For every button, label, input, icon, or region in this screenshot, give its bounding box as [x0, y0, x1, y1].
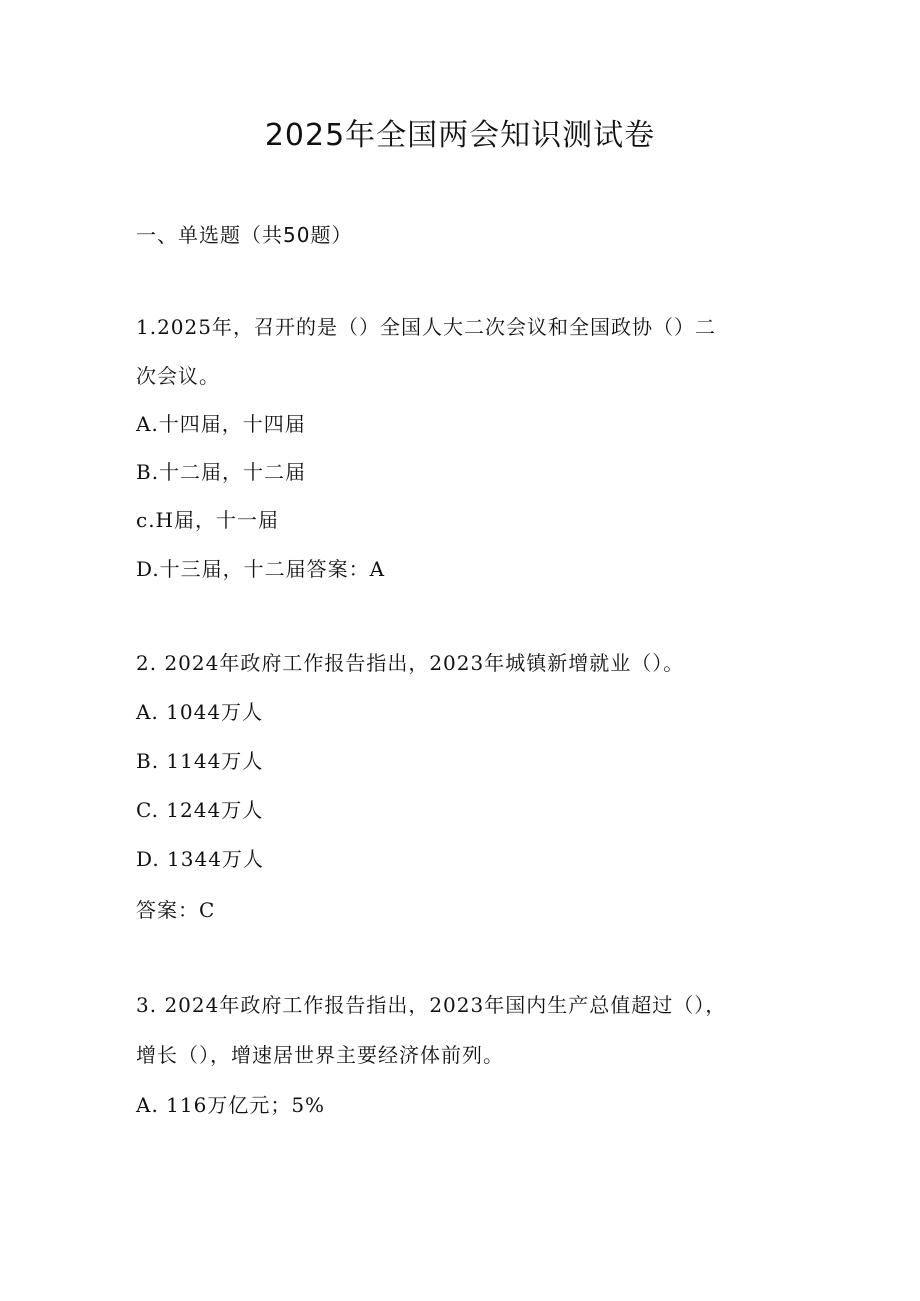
question-1-option-c: c.H届，十一届	[136, 508, 279, 532]
page-title: 2025年全国两会知识测试卷	[264, 118, 656, 153]
question-3-option-a: A. 116万亿元；5%	[136, 1093, 326, 1117]
question-3-stem-line-1: 3. 2024年政府工作报告指出，2023年国内生产总值超过（），	[136, 993, 727, 1017]
question-1-stem-line-1: 1.2025年，召开的是（）全国人大二次会议和全国政协（）二	[136, 315, 716, 339]
question-2-option-b: B. 1144万人	[136, 749, 264, 773]
question-1-option-d-answer: D.十三届，十二届答案：A	[136, 557, 386, 581]
question-1-option-a: A.十四届，十四届	[136, 412, 306, 436]
question-2-option-d: D. 1344万人	[136, 847, 264, 871]
question-2-stem: 2. 2024年政府工作报告指出，2023年城镇新增就业（）。	[136, 651, 685, 675]
question-2-option-c: C. 1244万人	[136, 798, 264, 822]
section-heading: 一、单选题（共50题）	[136, 223, 353, 247]
question-2-answer: 答案：C	[136, 898, 216, 922]
question-1-option-b: B.十二届，十二届	[136, 460, 307, 484]
question-2-option-a: A. 1044万人	[136, 700, 264, 724]
question-1-stem-line-2: 次会议。	[136, 364, 220, 388]
question-3-stem-line-2: 增长（），增速居世界主要经济体前列。	[136, 1043, 504, 1067]
